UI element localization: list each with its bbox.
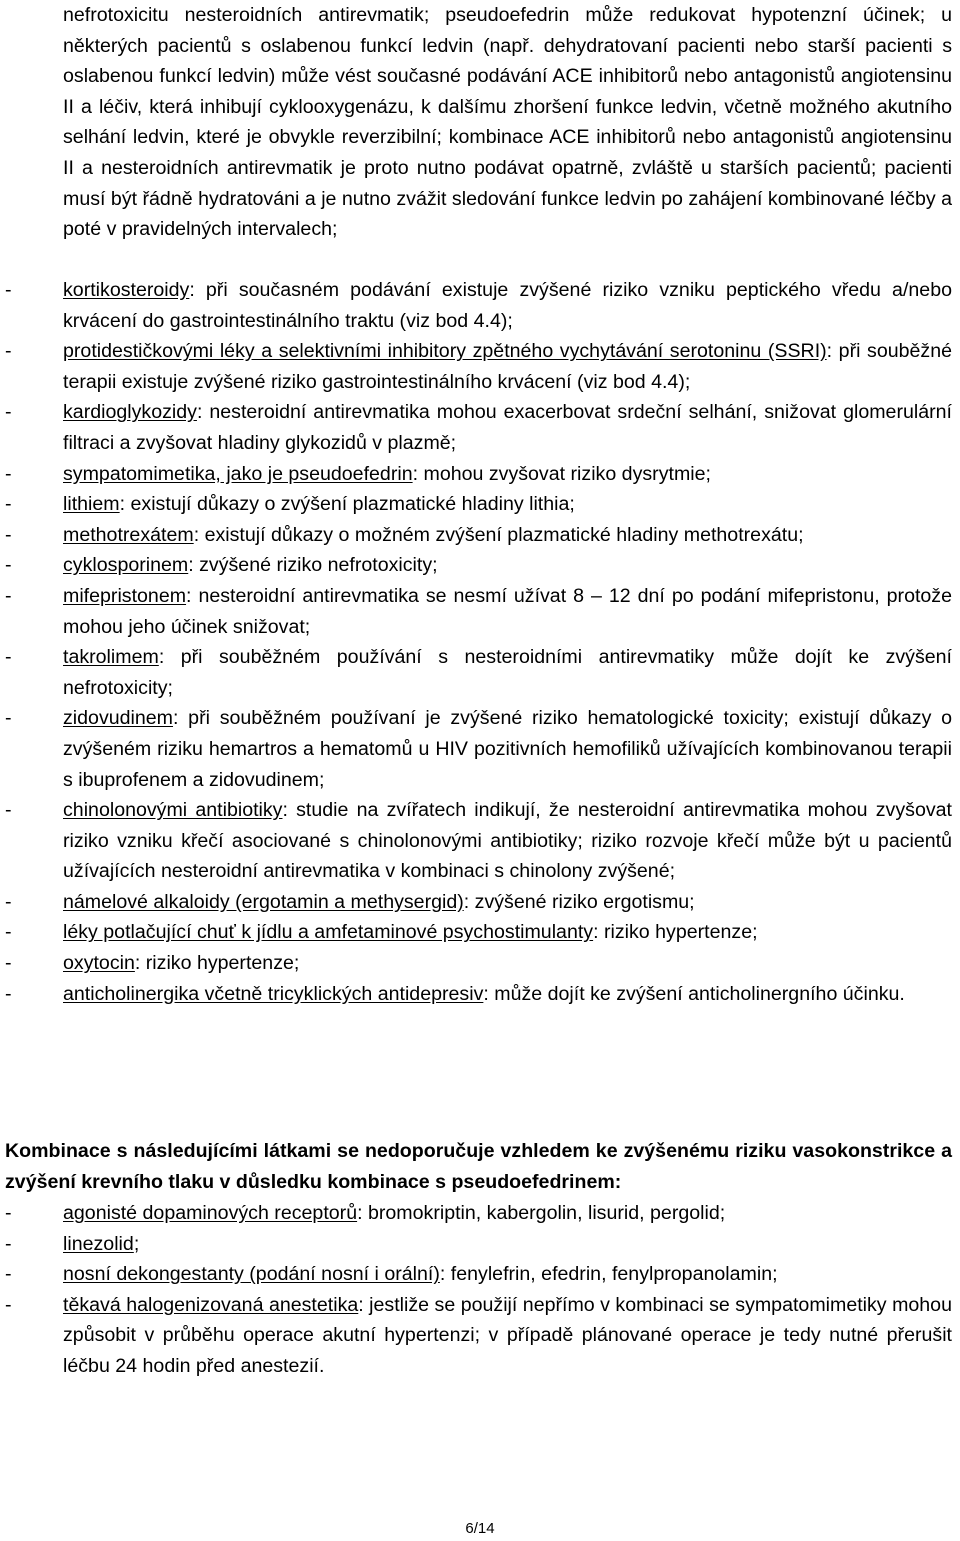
list-item-term: sympatomimetika, jako je pseudoefedrin [63,462,413,485]
list-dash: - [5,890,12,913]
intro-paragraph: nefrotoxicitu nesteroidních antirevmatik; pseudoefedrin může redukovat hypotenzní účinek; u některých pacientů s oslabenou funkcí ledvin (např. dehydratovaní pacienti nebo starší pacienti s oslabenou funkcí ledvin) může vést současné podávání ACE inhibitorů nebo antagonistů angiotensinu II a léčiv, která inhibují cyklooxygenázu, k dalšímu zhoršení funkce ledvin, včetně možného akutního selhání ledvin, které je obvykle reverzibilní; kombinace ACE inhibitorů nebo antagonistů angiotensinu II a nesteroidních antirevmatik je proto nutno podávat opatrně, zvláště u starších pacientů; pacienti musí být řádně hydratováni a je nutno zvážit sledování funkce ledvin po zahájení kombinované léčby a poté v pravidelných intervalech; [63,4,952,241]
list-item-term: linezolid [63,1232,134,1255]
list-item-text: : při souběžném používaní je zvýšené riziko hematologické toxicity; existují důkazy o zvýšeném riziku hemartros a hematomů u HIV pozitivních hemofiliků užívajících kombinovanou terapii s ibuprofenem a zidovudinem; [63,707,952,791]
list-dash: - [5,554,12,577]
list-dash: - [5,340,12,363]
list-item-term: cyklosporinem [63,554,189,577]
list-item-term: zidovudinem [63,707,174,730]
list-item [5,887,952,918]
list-dash: - [5,1263,12,1286]
interaction-list [5,275,952,1009]
list-item [5,581,952,642]
list-dash: - [5,707,12,730]
not-recommended-list [5,1198,952,1382]
list-dash: - [5,952,12,975]
list-item [5,1198,952,1229]
page-number: 6/14 [465,1520,495,1537]
list-item-term: takrolimem [63,646,159,669]
list-item-text: : může dojít ke zvýšení anticholinergního účinku. [483,982,905,1005]
list-dash: - [5,523,12,546]
list-item [5,642,952,703]
list-dash: - [5,1202,12,1224]
list-dash: - [5,462,12,485]
list-item [5,489,952,520]
list-dash: - [5,921,12,944]
list-item-term: anticholinergika včetně tricyklických antidepresiv [63,982,484,1005]
list-item [5,520,952,551]
list-item [5,979,952,1010]
list-item-term: agonisté dopaminových receptorů [63,1202,358,1224]
list-item-text: : existují důkazy o zvýšení plazmatické hladiny lithia; [119,493,575,516]
list-item [5,397,952,458]
list-dash: - [5,401,12,424]
list-item-text: : při současném podávání existuje zvýšené riziko vzniku peptického vředu a/nebo krvácení do gastrointestinálního traktu (viz bod 4.4); [63,279,952,332]
list-item-term: mifepristonem [63,584,187,607]
list-item [5,336,952,397]
list-item-term: těkavá halogenizovaná anestetika [63,1293,359,1316]
list-item-term: kardioglykozidy [63,401,197,424]
list-dash: - [5,584,12,607]
list-item-text: : nesteroidní antirevmatika mohou exacerbovat srdeční selhání, snižovat glomerulární filtraci a zvyšovat hladiny glykozidů v plazmě; [63,401,952,454]
list-item-text: : zvýšené riziko nefrotoxicity; [188,554,438,577]
list-item-term: methotrexátem [63,523,194,546]
list-item [5,550,952,581]
list-dash: - [5,493,12,516]
list-item-text: : riziko hypertenze; [593,921,758,944]
list-item-text: : jestliže se použijí nepřímo v kombinaci se sympatomimetiky mohou způsobit v průběhu operace akutní hypertenzi; v případě plánované operace je tedy nutné přerušit léčbu 24 hodin před anestezií. [63,1293,952,1377]
list-item-term: nosní dekongestanty (podání nosní i orální) [63,1263,440,1286]
list-item [5,459,952,490]
list-item-term: chinolonovými antibiotiky [63,799,283,822]
list-item [5,917,952,948]
list-dash: - [5,279,12,301]
list-item-text: : fenylefrin, efedrin, fenylpropanolamin; [439,1263,778,1286]
list-item-text: : při souběžném používání s nesteroidními antirevmatiky může dojít ke zvýšení nefrotoxicity; [63,646,952,699]
list-item-term: oxytocin [63,952,135,975]
list-item-text: ; [133,1232,140,1255]
list-item [5,1290,952,1382]
list-dash: - [5,799,12,822]
list-item-text: : mohou zvyšovat riziko dysrytmie; [412,462,711,485]
list-item [5,1229,952,1260]
list-item [5,795,952,887]
list-item [5,1259,952,1290]
list-item-term: protidestičkovými léky a selektivními inhibitory zpětného vychytávání serotoninu (SSRI) [63,340,827,363]
list-dash: - [5,982,12,1005]
list-dash: - [5,646,12,669]
list-item-term: kortikosteroidy [63,279,190,301]
list-item [5,948,952,979]
list-item-term: lithiem [63,493,120,516]
list-item-text: : riziko hypertenze; [134,952,300,975]
list-item-text: : bromokriptin, kabergolin, lisurid, pergolid; [357,1202,726,1224]
list-dash: - [5,1232,12,1255]
list-item-text: : zvýšené riziko ergotismu; [463,890,695,913]
list-item-text: : existují důkazy o možném zvýšení plazmatické hladiny methotrexátu; [193,523,804,546]
list-item-text: : nesteroidní antirevmatika se nesmí užívat 8 – 12 dní po podání mifepristonu, protože mohou jeho účinek snižovat; [63,584,952,638]
list-dash: - [5,1293,12,1316]
list-item [5,275,952,336]
list-item-text: : studie na zvířatech indikují, že nesteroidní antirevmatika mohou zvyšovat riziko vzniku křečí asociované s chinolonovými antibiotiky; riziko rozvoje křečí může být u pacientů užívajících nesteroidní antirevmatika v kombinaci s chinolony zvýšené; [63,799,952,883]
section-heading: Kombinace s následujícími látkami se nedoporučuje vzhledem ke zvýšenému riziku vasokonstrikce a zvýšení krevního tlaku v důsledku kombinace s pseudoefedrinem: [5,1140,952,1193]
list-item-text: : při souběžné terapii existuje zvýšené riziko gastrointestinálního krvácení (viz bod 4.4); [63,340,952,393]
list-item-term: léky potlačující chuť k jídlu a amfetaminové psychostimulanty [63,921,594,944]
list-item-term: námelové alkaloidy (ergotamin a methysergid) [63,890,464,913]
list-item [5,703,952,795]
